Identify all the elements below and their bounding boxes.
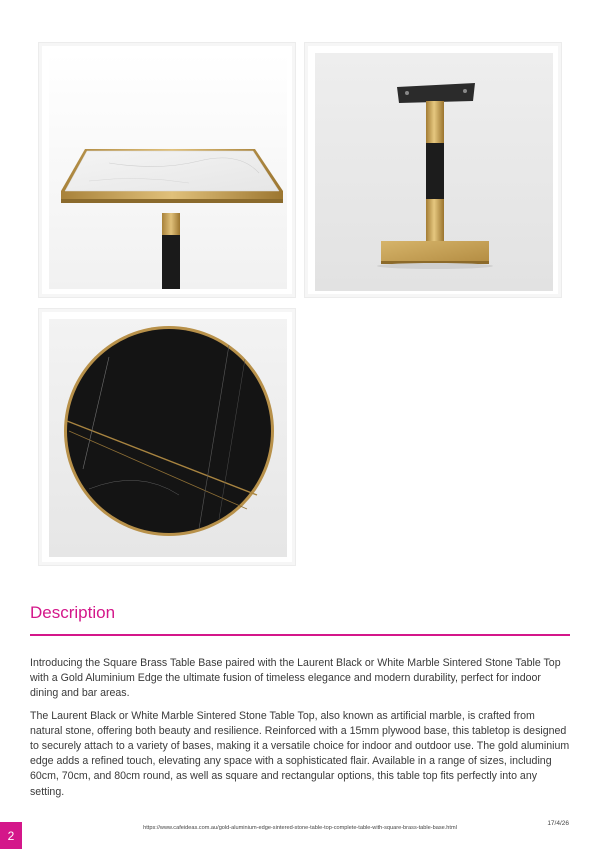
product-photo-1 — [38, 42, 296, 298]
description-body — [30, 656, 570, 807]
product-photo-3 — [38, 308, 296, 566]
description-paragraph-1: Introducing the Square Brass Table Base paired with the Laurent Black or White Marble Sintered Stone Table Top with a Gold Aluminium Edge the ultimate fusion of timeless elegance and modern durability, perfect for indoor dining and bar areas. — [30, 657, 561, 700]
page-number-badge: 2 — [0, 822, 22, 849]
footer-url[interactable]: https://www.cafeideas.com.au/gold-aluminium-edge-sintered-stone-table-top-complete-table-with-square-brass-table-base.html — [143, 825, 457, 831]
description-divider — [30, 634, 570, 636]
round-black-tabletop-photo — [49, 319, 287, 557]
marble-tabletop-photo — [49, 53, 287, 289]
square-brass-table-base-icon — [315, 53, 553, 291]
square-marble-tabletop-icon — [49, 53, 287, 289]
brass-table-base-photo — [315, 53, 553, 291]
description-heading: Description — [30, 603, 116, 622]
product-photo-2 — [304, 42, 562, 298]
footer-date: 17/4/26 — [547, 820, 569, 827]
round-black-sintered-stone-tabletop-icon — [49, 319, 287, 557]
description-paragraph-2: The Laurent Black or White Marble Sintered Stone Table Top, also known as artificial marble, is crafted from natural stone, offering both beauty and resilience. Reinforced with a 15mm plywood base, this tabletop is designed to securely attach to a variety of bases, making it a versatile choice for indoor and outdoor use. The gold aluminium edge adds a refined touch, elevating any space with a sophisticated flair. Available in a range of sizes, including 60cm, 70cm, and 80cm round, as well as square and rectangular options, this table top fits perfectly into any setting. — [30, 709, 570, 798]
